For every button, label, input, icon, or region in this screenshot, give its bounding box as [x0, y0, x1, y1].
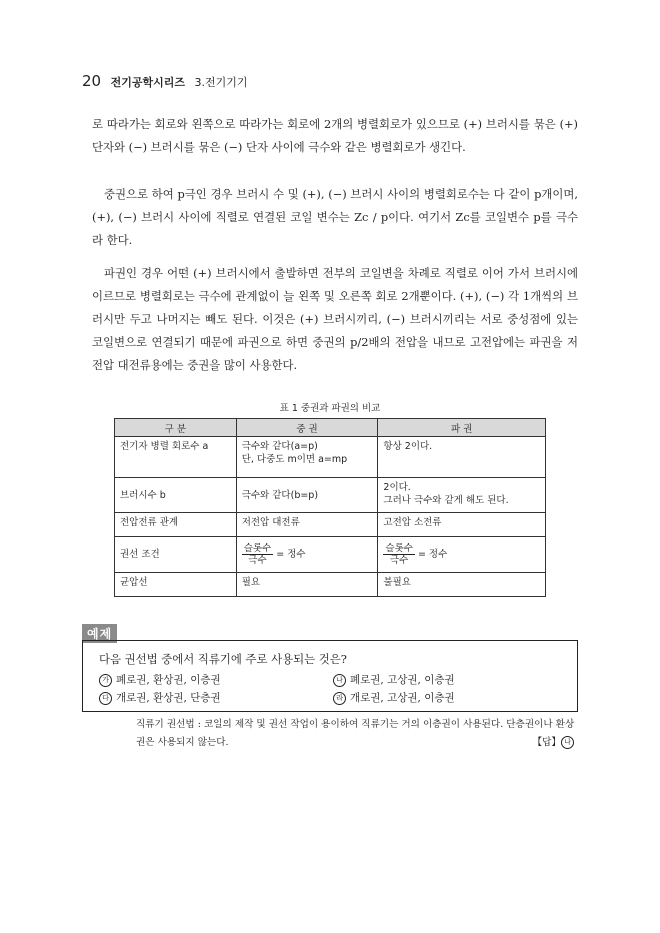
row-label: 균압선 — [115, 573, 237, 597]
option-marker: 가 — [99, 674, 112, 687]
paragraph-1: 로 따라가는 회로와 왼쪽으로 따라가는 회로에 2개의 병렬회로가 있으므로 (+) 브러시를 묶은 (+) 단자와 (−) 브러시를 묶은 (−) 단자 사이에 극수와 같은 병렬회로가 생긴다. — [92, 117, 578, 154]
comparison-table — [114, 418, 546, 597]
option-item — [333, 672, 455, 687]
cell-line: 필요 — [241, 577, 261, 588]
fraction-denominator: 극수 — [248, 555, 267, 566]
table-header-row — [115, 419, 546, 437]
cell-line: 단, 다중도 m이면 a=mp — [241, 454, 348, 465]
lap-cell — [236, 573, 378, 597]
wave-cell — [378, 437, 546, 478]
table-row — [115, 573, 546, 597]
paragraph-2: 중권으로 하여 p극인 경우 브러시 수 및 (+), (−) 브러시 사이의 병렬회로수는 다 같이 p개이며, (+), (−) 브러시 사이에 직렬로 연결된 코일 변수는 Zc / p이다. 여기서 Zc를 코일변수 p를 극수라 한다. — [92, 187, 578, 247]
example-box — [82, 640, 578, 712]
wave-cell — [378, 513, 546, 537]
cell-line: 2이다. — [383, 482, 411, 493]
option-text: 개로권, 환상권, 단층권 — [116, 692, 221, 704]
wave-cell — [378, 573, 546, 597]
fraction — [383, 543, 415, 566]
equals-integer: = 정수 — [276, 549, 306, 560]
option-marker: 라 — [333, 692, 346, 705]
fraction — [242, 543, 274, 566]
lap-cell — [236, 478, 378, 513]
cell-line: 저전압 대전류 — [241, 517, 300, 528]
option-marker: 다 — [99, 692, 112, 705]
table-caption: 표 1 중권과 파권의 비교 — [279, 403, 381, 414]
fraction-denominator: 극수 — [389, 555, 409, 566]
table-row — [115, 437, 546, 478]
answer-prefix: 【답】 — [532, 737, 561, 748]
paragraph-3: 파권인 경우 어떤 (+) 브러시에서 출발하면 전부의 코일변을 차례로 직렬로 이어 가서 브러시에 이르므로 병렬회로는 극수에 관계없이 늘 왼쪽 및 오른쪽 회로 2개뿐이다. (+), (−) 각 1개씩의 브러시만 두고 나머지는 빼도 된다. 이것은 (+) 브러시끼리, (−) 브러시끼리는 서로 중성점에 있는 코일변으로 연결되기 때문에 파권으로 하면 중권의 p/2배의 전압을 내므로 고전압에는 파권을 저전압 대전류용에는 중권을 많이 사용한다. — [92, 266, 578, 372]
row-label: 전압전류 관계 — [115, 513, 237, 537]
page-number: 20 — [82, 72, 102, 90]
table-row — [115, 537, 546, 573]
answer — [533, 734, 578, 749]
fraction-numerator: 슬롯수 — [243, 543, 272, 554]
solution-text: 직류기 권선법 : 코일의 제작 및 권선 작업이 용이하여 직류기는 거의 이층권이 사용된다. 단층권이나 환상권은 사용되지 않는다. — [136, 719, 575, 748]
option-item — [333, 690, 455, 705]
option-marker: 나 — [333, 674, 346, 687]
chapter-title: 3.전기기기 — [194, 76, 248, 89]
row-label: 브러시수 b — [115, 478, 237, 513]
cell-line: 극수와 같다(a=p) — [241, 441, 318, 452]
option-item — [99, 690, 221, 705]
example-label: 예제 — [82, 624, 117, 643]
table-row — [115, 478, 546, 513]
row-label: 전기자 병렬 회로수 a — [115, 437, 237, 478]
lap-cell — [236, 513, 378, 537]
table-row — [115, 513, 546, 537]
header-lap-winding: 중 권 — [236, 419, 378, 437]
header-category: 구 분 — [115, 419, 237, 437]
cell-line: 불필요 — [383, 577, 411, 588]
answer-marker: 나 — [561, 736, 574, 749]
example-question: 다음 권선법 중에서 직류기에 주로 사용되는 것은? — [99, 652, 347, 666]
fraction-numerator: 슬롯수 — [385, 543, 413, 554]
wave-cell — [378, 537, 546, 573]
option-text: 개로권, 고상권, 이층권 — [350, 692, 455, 704]
option-item — [99, 672, 221, 687]
header-wave-winding: 파 권 — [378, 419, 546, 437]
cell-line: 고전압 소전류 — [383, 517, 442, 528]
wave-cell — [378, 478, 546, 513]
cell-line: 극수와 같다(b=p) — [241, 489, 319, 501]
lap-cell — [236, 537, 378, 573]
option-text: 폐로권, 환상권, 이층권 — [116, 674, 221, 686]
series-title: 전기공학시리즈 — [110, 76, 185, 89]
cell-line: 그러나 극수와 같게 해도 된다. — [383, 495, 509, 506]
equals-integer: = 정수 — [417, 549, 448, 560]
lap-cell — [236, 437, 378, 478]
row-label: 권선 조건 — [115, 537, 237, 573]
option-text: 폐로권, 고상권, 이층권 — [350, 674, 455, 686]
page-header — [82, 72, 247, 90]
cell-line: 항상 2이다. — [383, 441, 433, 452]
